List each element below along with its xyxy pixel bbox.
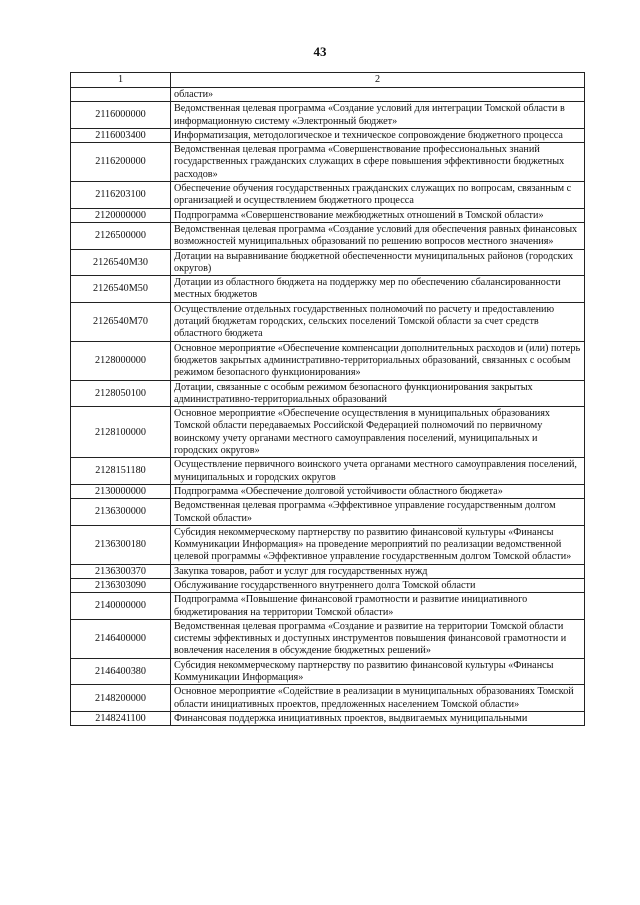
row-description: Ведомственная целевая программа «Создание условий для интеграции Томской области в информационную систему «Электронный бюджет»: [171, 102, 585, 129]
table-row: [71, 182, 585, 209]
row-description: Ведомственная целевая программа «Создание и развитие на территории Томской области системы эффективных и доступных инструментов повышения финансовой грамотности и вовлечения населения в обсуждение бюджетных решений»: [171, 619, 585, 658]
row-code: 2136300370: [71, 564, 171, 578]
row-description: Закупка товаров, работ и услуг для государственных нужд: [171, 564, 585, 578]
table-row: [71, 102, 585, 129]
table-row: [71, 302, 585, 341]
row-code: 2128151180: [71, 458, 171, 485]
table-row: [71, 208, 585, 222]
column-header-code: 1: [71, 73, 171, 88]
row-description: Дотации на выравнивание бюджетной обеспеченности муниципальных районов (городских округов): [171, 249, 585, 276]
row-description: Обеспечение обучения государственных гражданских служащих по вопросам, связанным с организацией и осуществлением бюджетного процесса: [171, 182, 585, 209]
row-description: Информатизация, методологическое и техническое сопровождение бюджетного процесса: [171, 128, 585, 142]
row-code: 2128100000: [71, 407, 171, 458]
row-description: Осуществление отдельных государственных полномочий по расчету и предоставлению дотаций бюджетам городских, сельских поселений Томской области за счет средств областного бюджета: [171, 302, 585, 341]
row-description: области»: [171, 88, 585, 102]
table-row: [71, 249, 585, 276]
row-code: 2116000000: [71, 102, 171, 129]
table-row: [71, 222, 585, 249]
row-description: Ведомственная целевая программа «Создание условий для обеспечения равных финансовых возможностей муниципальных образований по решению вопросов местного значения»: [171, 222, 585, 249]
row-description: Ведомственная целевая программа «Эффективное управление государственным долгом Томской области»: [171, 499, 585, 526]
row-code: 2116200000: [71, 143, 171, 182]
row-code: 2136303090: [71, 578, 171, 592]
row-code: 2126500000: [71, 222, 171, 249]
table-row: [71, 128, 585, 142]
row-description: Субсидия некоммерческому партнерству по развитию финансовой культуры «Финансы Коммуникации Информация»: [171, 658, 585, 685]
row-description: Подпрограмма «Обеспечение долговой устойчивости областного бюджета»: [171, 484, 585, 498]
row-description: Основное мероприятие «Содействие в реализации в муниципальных образованиях Томской области инициативных проектов, предложенных населением Томской области»: [171, 685, 585, 712]
row-code: 2126540М70: [71, 302, 171, 341]
row-code: 2116203100: [71, 182, 171, 209]
table-row: [71, 88, 585, 102]
row-code: 2116003400: [71, 128, 171, 142]
table-body: [71, 88, 585, 726]
table-row: [71, 711, 585, 725]
row-code: 2120000000: [71, 208, 171, 222]
row-description: Субсидия некоммерческому партнерству по развитию финансовой культуры «Финансы Коммуникации Информация» на проведение мероприятий по реализации ведомственной целевой программы «Эффективное управление государственным долгом Томской области»: [171, 525, 585, 564]
row-code: 2130000000: [71, 484, 171, 498]
row-code: 2128000000: [71, 341, 171, 380]
row-description: Подпрограмма «Повышение финансовой грамотности и развитие инициативного бюджетирования на территории Томской области»: [171, 593, 585, 620]
column-header-description: 2: [171, 73, 585, 88]
row-code: [71, 88, 171, 102]
row-description: Основное мероприятие «Обеспечение компенсации дополнительных расходов и (или) потерь бюджетов закрытых административно-территориальных образований, связанных с особым режимом безопасного функционирования»: [171, 341, 585, 380]
row-code: 2136300180: [71, 525, 171, 564]
row-code: 2146400380: [71, 658, 171, 685]
row-code: 2148241100: [71, 711, 171, 725]
table-header-row: [71, 73, 585, 88]
page-number: 43: [313, 44, 327, 59]
table-row: [71, 685, 585, 712]
row-code: 2148200000: [71, 685, 171, 712]
table-row: [71, 458, 585, 485]
row-description: Осуществление первичного воинского учета органами местного самоуправления поселений, муниципальных и городских округов: [171, 458, 585, 485]
row-description: Ведомственная целевая программа «Совершенствование профессиональных знаний государственных гражданских служащих в сфере повышения эффективности бюджетных расходов»: [171, 143, 585, 182]
row-description: Основное мероприятие «Обеспечение осуществления в муниципальных образованиях Томской области передаваемых Российской Федерацией полномочий по первичному воинскому учету органами местного самоуправления поселений, муниципальных и городских округов»: [171, 407, 585, 458]
table-row: [71, 407, 585, 458]
table-row: [71, 143, 585, 182]
table-row: [71, 499, 585, 526]
table-row: [71, 525, 585, 564]
table-row: [71, 619, 585, 658]
budget-classification-table: [70, 72, 585, 726]
table-row: [71, 593, 585, 620]
row-code: 2136300000: [71, 499, 171, 526]
table-row: [71, 578, 585, 592]
row-code: 2126540М50: [71, 276, 171, 303]
row-description: Дотации из областного бюджета на поддержку мер по обеспечению сбалансированности местных бюджетов: [171, 276, 585, 303]
row-code: 2146400000: [71, 619, 171, 658]
row-code: 2140000000: [71, 593, 171, 620]
row-description: Дотации, связанные с особым режимом безопасного функционирования закрытых административно-территориальных образований: [171, 380, 585, 407]
table-row: [71, 380, 585, 407]
row-code: 2126540М30: [71, 249, 171, 276]
table-row: [71, 276, 585, 303]
row-description: Подпрограмма «Совершенствование межбюджетных отношений в Томской области»: [171, 208, 585, 222]
table-row: [71, 341, 585, 380]
row-description: Финансовая поддержка инициативных проектов, выдвигаемых муниципальными: [171, 711, 585, 725]
row-code: 2128050100: [71, 380, 171, 407]
table-row: [71, 658, 585, 685]
table-row: [71, 564, 585, 578]
table-row: [71, 484, 585, 498]
row-description: Обслуживание государственного внутреннего долга Томской области: [171, 578, 585, 592]
